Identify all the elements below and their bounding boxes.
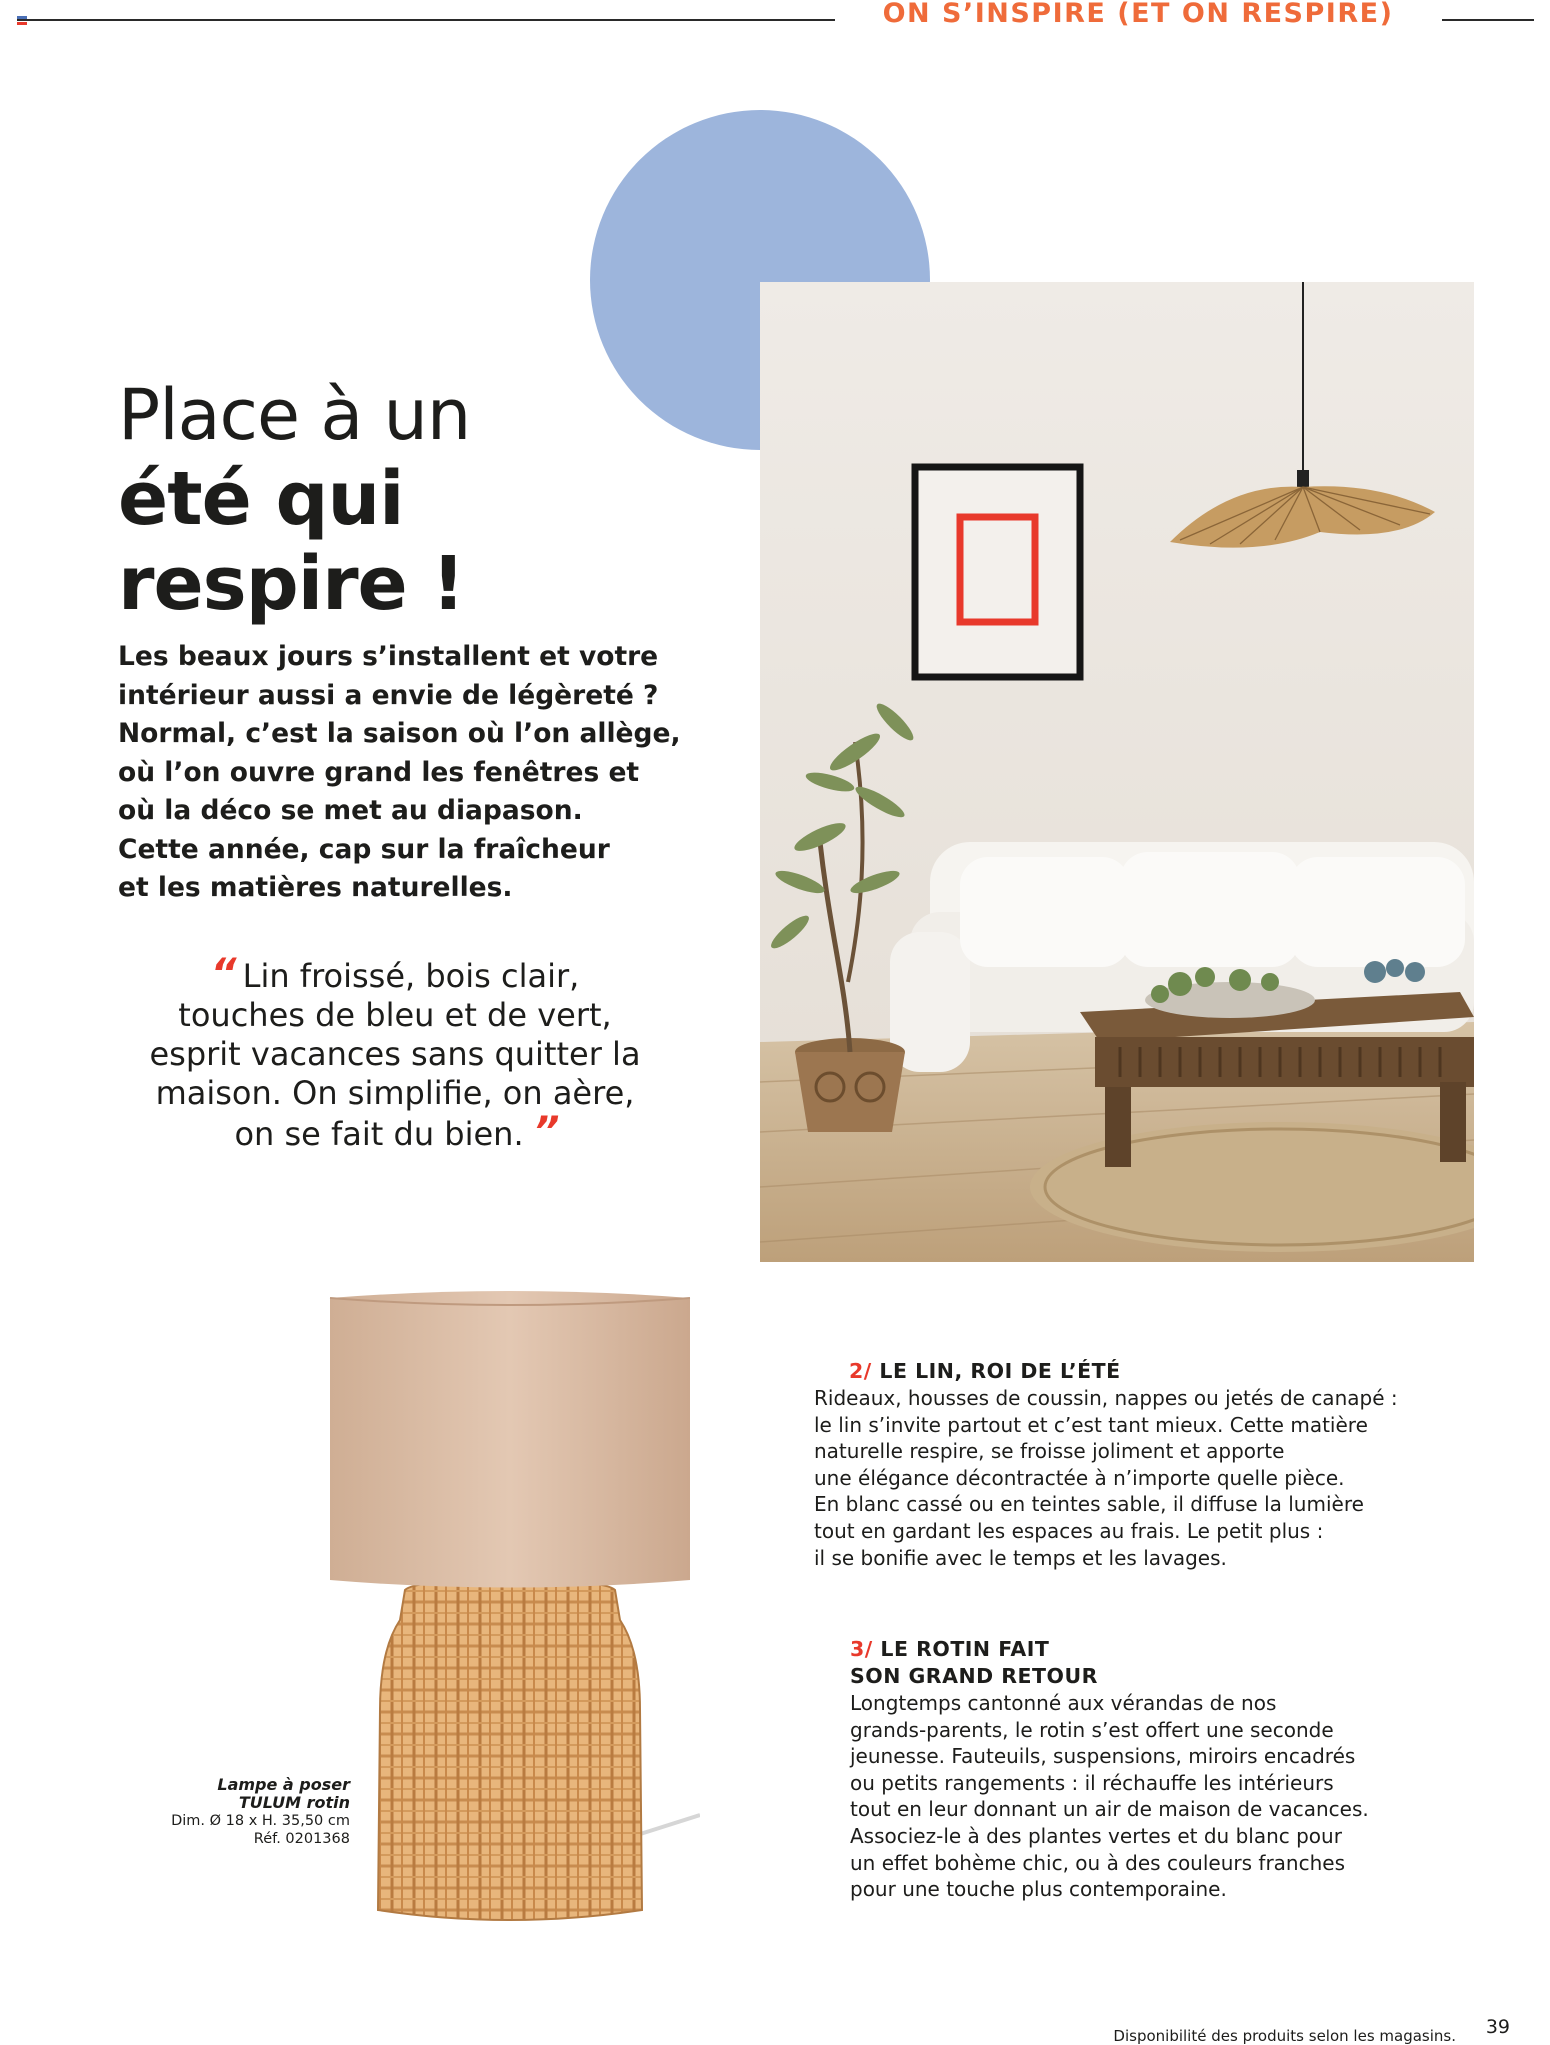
article-line: un effet bohème chic, ou à des couleurs franches <box>850 1850 1345 1875</box>
article-body <box>814 1385 1454 1571</box>
rattan-table-lamp-photo <box>320 1290 700 1930</box>
header-mark-red <box>17 22 27 25</box>
availability-note: Disponibilité des produits selon les magasins. <box>1113 2027 1456 2045</box>
product-reference: Réf. 0201368 <box>253 1831 350 1847</box>
intro-line: Les beaux jours s’installent et votre <box>118 641 659 672</box>
article-rattan <box>850 1636 1490 1903</box>
article-line: une élégance décontractée à n’importe quelle pièce. <box>814 1465 1345 1490</box>
open-quote-mark: “ <box>210 951 233 997</box>
intro-line: intérieur aussi a envie de légèreté ? <box>118 679 659 711</box>
intro-line: où l’on ouvre grand les fenêtres et <box>118 756 640 788</box>
article-line: naturelle respire, se froisse joliment et apporte <box>814 1439 1285 1464</box>
article-line: le lin s’invite partout et c’est tant mieux. Cette matière <box>814 1412 1368 1437</box>
intro-line: et les matières naturelles. <box>118 872 513 903</box>
product-name-line-1: Lampe à poser <box>217 1775 350 1794</box>
header-rule-right <box>1442 19 1534 21</box>
product-dimensions: Dim. Ø 18 x H. 35,50 cm <box>171 1813 350 1829</box>
article-line: grands-parents, le rotin s’est offert une seconde <box>850 1717 1334 1742</box>
article-line: Associez-le à des plantes vertes et du blanc pour <box>850 1823 1342 1848</box>
article-linen <box>814 1358 1454 1571</box>
page-number: 39 <box>1485 2016 1510 2038</box>
article-line: En blanc cassé ou en teintes sable, il diffuse la lumière <box>814 1492 1364 1517</box>
rattan-lamp-illustration <box>320 1290 700 1930</box>
intro-paragraph <box>118 638 681 908</box>
product-caption <box>150 1776 350 1848</box>
article-line: Rideaux, housses de coussin, nappes ou jetés de canapé : <box>814 1386 1398 1410</box>
title-line-2: été qui <box>118 456 404 542</box>
close-quote-mark: ” <box>533 1109 556 1155</box>
quote-line: maison. On simplifie, on aère, <box>155 1074 635 1112</box>
pull-quote <box>100 951 690 1155</box>
article-line: tout en leur donnant un air de maison de vacances. <box>850 1797 1369 1822</box>
intro-line: Normal, c’est la saison où l’on allège, <box>118 718 681 749</box>
article-heading-line-2: SON GRAND RETOUR <box>850 1664 1098 1688</box>
article-heading <box>850 1636 1490 1663</box>
section-label: ON S’INSPIRE (ET ON RESPIRE) <box>882 0 1394 29</box>
article-line: jeunesse. Fauteuils, suspensions, miroirs encadrés <box>850 1744 1356 1769</box>
header-rule-left <box>17 19 835 21</box>
living-room-illustration <box>760 282 1474 1262</box>
intro-line: où la déco se met au diapason. <box>118 795 583 826</box>
product-name-line-2: TULUM rotin <box>238 1793 350 1812</box>
article-number: 2/ <box>849 1359 872 1383</box>
article-line: il se bonifie avec le temps et les lavages. <box>814 1545 1227 1570</box>
quote-line-text: Lin froissé, bois clair, <box>242 957 580 995</box>
article-line: ou petits rangements : il réchauffe les intérieurs <box>850 1770 1334 1795</box>
article-body <box>850 1690 1490 1903</box>
article-heading-text: LE ROTIN FAIT <box>880 1637 1050 1661</box>
living-room-photo <box>760 282 1474 1262</box>
article-line: tout en gardant les espaces au frais. Le petit plus : <box>814 1518 1324 1543</box>
quote-line <box>100 1109 690 1155</box>
quote-line-text: on se fait du bien. <box>234 1115 524 1153</box>
title-line-3: respire ! <box>118 541 465 627</box>
article-heading-text: LE LIN, ROI DE L’ÉTÉ <box>879 1359 1121 1383</box>
intro-line: Cette année, cap sur la fraîcheur <box>118 833 610 865</box>
article-line: Longtemps cantonné aux vérandas de nos <box>850 1691 1277 1715</box>
quote-line <box>100 951 690 997</box>
article-line: pour une touche plus contemporaine. <box>850 1877 1227 1902</box>
quote-line: touches de bleu et de vert, <box>178 996 612 1034</box>
quote-line: esprit vacances sans quitter la <box>149 1035 641 1073</box>
article-heading <box>814 1358 1454 1385</box>
article-number: 3/ <box>850 1637 873 1661</box>
title-line-1: Place à un <box>118 374 471 456</box>
